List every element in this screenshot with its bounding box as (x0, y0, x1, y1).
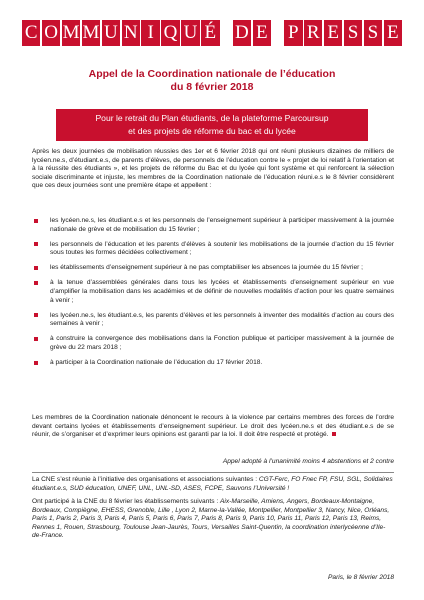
banner-letter: I (141, 20, 159, 46)
intro-paragraph: Après les deux journées de mobilisation réussies des 1er et 6 février 2018 qui ont réuni plusieurs dizaines de milliers de lycéen.ne.s, d’étudiant.e.s, de parents d’élèves, de personnels de l’éducation contre le « projet de loi relatif à l’orientation et à la réussite des étudiants », et les projets de réforme du Bac et du lycée qui font système et qui renforcent la sélection sociale discriminante et injuste, les membres de la Coordination nationale de l’éducation réuni.e.s le 8 février considèrent que ces deux journées sont une première étape et appellent : (32, 148, 394, 190)
organizations-paragraph (32, 476, 394, 493)
organizations-lead: La CNE s’est réunie à l’initiative des organisations et associations suivantes : (32, 476, 259, 483)
banner-letter: S (344, 20, 362, 46)
list-item-text: les établissements d’enseignement supérieur à ne pas comptabiliser les absences la journée du 15 février ; (50, 264, 364, 272)
adoption-note: Appel adopté à l’unanimité moins 4 abstentions et 2 contre (222, 458, 394, 465)
banner-letter: É (201, 20, 219, 46)
list-item-text: les lycéen.ne.s, les étudiant.e.s, les parents d’élèves et les personnels à inventer des modalités d’action au cours des semaines à venir ; (50, 311, 394, 328)
bullet-square-icon (34, 281, 38, 285)
list-item (32, 217, 394, 234)
list-item-text: à participer à la Coordination nationale de l’éducation du 17 février 2018. (50, 359, 263, 367)
closing-paragraph (32, 414, 394, 440)
banner-letter: R (304, 20, 322, 46)
banner-letter: E (324, 20, 342, 46)
signature-date: Paris, le 8 février 2018 (328, 574, 394, 581)
organizations-list: CGT-Ferc, FO Fnec FP, FSU, SGL, Solidaires étudiant.e.s, SUD éducation, UNEF, UNL, UNL-SD, ASES, FCPE, Sauvons l’Université ! (32, 476, 393, 492)
list-item (32, 359, 394, 368)
banner-spacer (221, 20, 231, 46)
bullet-square-icon (34, 219, 38, 223)
closing-text: Les membres de la Coordination nationale dénoncent le recours à la violence par certains membres des forces de l’ordre devant certains lycées et établissements d’enseignement supérieur. Le droit des lycéen.ne.s et des étudiant.e.s de se réunir, de s’organiser et d’exprimer leurs opinions est garanti par la loi. Il doit être respecté et protégé. (32, 414, 394, 439)
participants-list: Aix-Marseille, Amiens, Angers, Bordeaux-Montaigne, Bordeaux, Compiègne, EHESS, Grenoble, Lille , Lyon 2, Marne-la-Vallée, Montpellier, Montpellier 3, Nancy, Nice, Orléans, Paris 1, Paris 2, Paris 3, Paris 4, Paris 5, Paris 6, Paris 7, Paris 8, Paris 9, Paris 10, Paris 11, Paris 12, Paris 13, Reims, Rennes 1, Rouen, Strasbourg, Toulouse Jean-Jaurès, Tours, Versailles Saint-Quentin, la coordination interlycéenne d’Ile-de-France. (32, 498, 390, 540)
divider (32, 472, 394, 473)
headline-line: Pour le retrait du Plan étudiants, de la plateforme Parcoursup (95, 113, 329, 123)
list-item (32, 264, 394, 273)
list-item (32, 312, 394, 329)
bullet-square-icon (34, 361, 38, 365)
banner-letter: M (82, 20, 100, 46)
list-item (32, 279, 394, 305)
banner-letter: Q (161, 20, 179, 46)
banner-letter: E (253, 20, 271, 46)
banner-letter: E (384, 20, 402, 46)
bullet-square-icon (34, 337, 38, 341)
press-release-banner (22, 20, 402, 46)
demands-list (32, 217, 394, 374)
list-item (32, 335, 394, 352)
end-square-icon (332, 432, 336, 436)
banner-letter: M (62, 20, 80, 46)
banner-letter: D (233, 20, 251, 46)
banner-letter: C (22, 20, 40, 46)
title-line: Appel de la Coordination nationale de l’éducation (88, 68, 336, 80)
list-item-text: les lycéen.ne.s, les étudiant.e.s et les personnels de l’enseignement supérieur à participer massivement à la journée nationale de grève et de mobilisation du 15 février ; (50, 217, 394, 233)
list-item-text: les personnels de l’éducation et les parents d’élèves à soutenir les mobilisations de la journée d’action du 15 février sous toutes les formes décidées collectivement ; (50, 240, 394, 257)
banner-letter: N (122, 20, 140, 46)
bullet-square-icon (34, 313, 38, 317)
bullet-square-icon (34, 266, 38, 270)
banner-spacer (273, 20, 283, 46)
banner-letter: P (284, 20, 302, 46)
bullet-square-icon (34, 242, 38, 246)
banner-letter: S (364, 20, 382, 46)
participants-paragraph (32, 498, 394, 541)
document-title (30, 68, 394, 94)
banner-letter: U (181, 20, 199, 46)
list-item (32, 241, 394, 258)
banner-letter: O (42, 20, 60, 46)
headline-box (56, 109, 368, 141)
headline-line: et des projets de réforme du bac et du lycée (128, 125, 296, 136)
participants-lead: Ont participé à la CNE du 8 février les établissements suivants : (32, 498, 221, 505)
list-item-text: à construire la convergence des mobilisations dans la Fonction publique et participer massivement à la journée de grève du 22 mars 2018 ; (50, 335, 394, 352)
list-item-text: à la tenue d’assemblées générales dans tous les lycées et établissements d’enseignement supérieur en vue d’amplifier la mobilisation dans les académies et de définir de nouvelles modalités d’action pour les quatre semaines à venir ; (50, 279, 394, 304)
banner-letter: U (102, 20, 120, 46)
title-line: du 8 février 2018 (170, 81, 254, 93)
